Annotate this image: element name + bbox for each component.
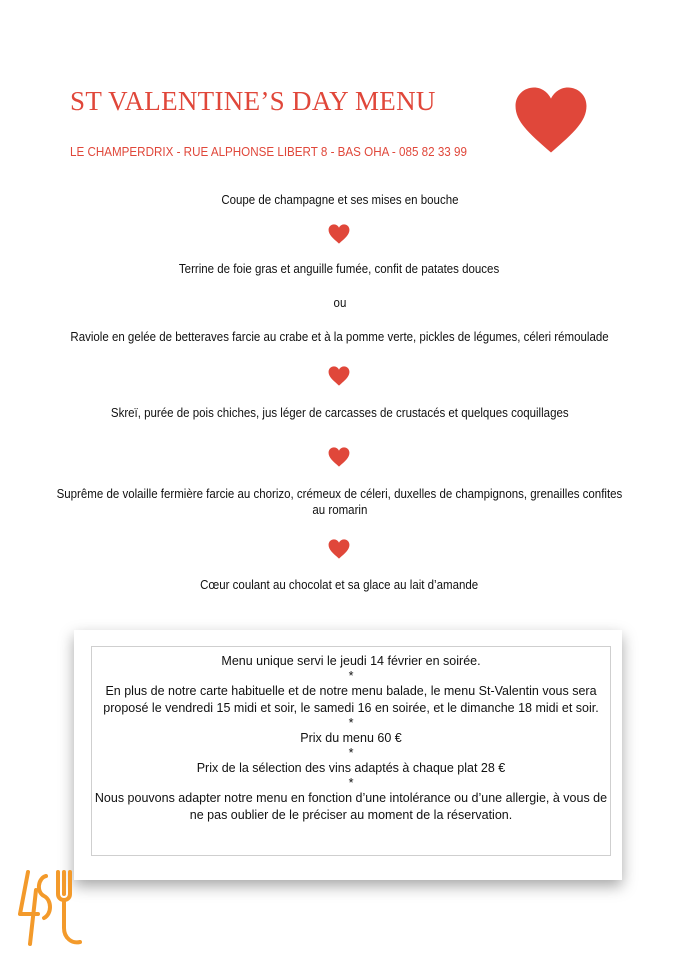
- page-title: ST VALENTINE’S DAY MENU: [70, 86, 436, 116]
- menu-item-fish: Skreï, purée de pois chiches, jus léger de carcasses de crustacés et quelques coquillages: [110, 406, 569, 420]
- heart-separator-icon: [328, 224, 350, 244]
- info-allergy-1: Nous pouvons adapter notre menu en fonction d’une intolérance ou d’une allergie, à vous de: [94, 791, 608, 805]
- info-separator: *: [348, 776, 354, 790]
- menu-or: ou: [333, 296, 346, 310]
- info-separator: *: [348, 669, 354, 683]
- info-service-date: Menu unique servi le jeudi 14 février en soirée.: [221, 654, 481, 668]
- info-separator: *: [348, 716, 354, 730]
- menu-item-starter-1: Terrine de foie gras et anguille fumée, confit de patates douces: [179, 262, 500, 276]
- info-availability-2: proposé le vendredi 15 midi et soir, le samedi 16 en soirée, et le dimanche 18 midi et soir.: [103, 701, 599, 715]
- info-wine-price: Prix de la sélection des vins adaptés à chaque plat 28 €: [196, 761, 506, 775]
- restaurant-address: LE CHAMPERDRIX - RUE ALPHONSE LIBERT 8 - BAS OHA - 085 82 33 99: [70, 145, 467, 159]
- restaurant-logo-icon: [14, 866, 88, 950]
- info-menu-price: Prix du menu 60 €: [300, 731, 402, 745]
- menu-item-aperitif: Coupe de champagne et ses mises en bouche: [220, 193, 459, 207]
- info-allergy-2: ne pas oublier de le préciser au moment de la réservation.: [189, 808, 513, 822]
- menu-item-starter-2: Raviole en gelée de betteraves farcie au crabe et à la pomme verte, pickles de légumes, céleri rémoulade: [70, 330, 609, 344]
- menu-item-main: Suprême de volaille fermière farcie au chorizo, crémeux de céleri, duxelles de champignons, grenailles confites au romarin: [56, 487, 623, 517]
- menu-item-dessert: Cœur coulant au chocolat et sa glace au lait d’amande: [200, 578, 479, 592]
- info-separator: *: [348, 746, 354, 760]
- info-box: [91, 646, 611, 856]
- heart-icon: [514, 86, 588, 154]
- info-availability-1: En plus de notre carte habituelle et de notre menu balade, le menu St-Valentin vous sera: [105, 684, 597, 698]
- heart-separator-icon: [328, 366, 350, 386]
- heart-separator-icon: [328, 539, 350, 559]
- heart-separator-icon: [328, 447, 350, 467]
